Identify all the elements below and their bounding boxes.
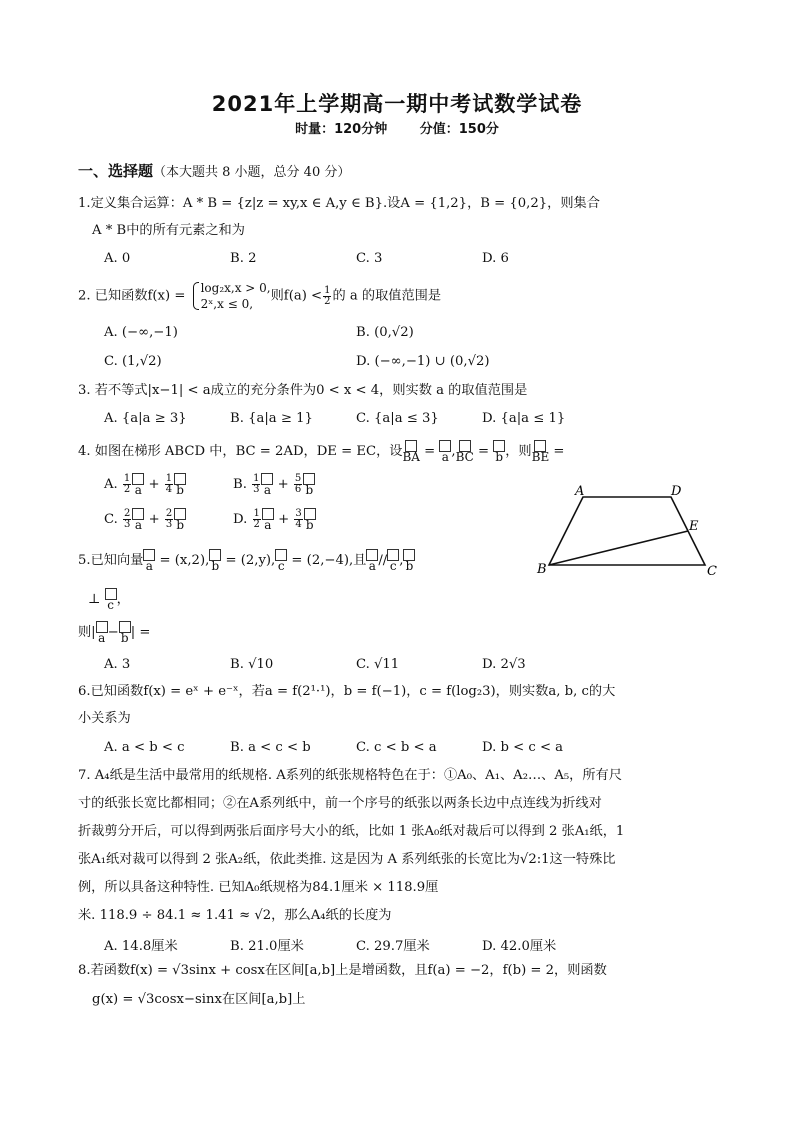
q2-stem [78,280,441,313]
coef-den: 2 [123,484,131,495]
vector-a [143,549,155,572]
vector-c-label: c [389,559,397,573]
vector-a [366,549,378,572]
label-C: C [707,564,717,579]
q6-option-a: A. a < b < c [104,740,185,755]
q5-option-b: B. √10 [230,657,274,672]
vector-c [105,588,117,611]
vector-b-label: b [305,518,314,532]
q1-option-c: C. 3 [356,251,383,266]
q7-option-c: C. 29.7厘米 [356,939,430,954]
coef-num: 2 [165,508,173,519]
q4-option-a: A. $\frac{1}{2}$ a + $\frac{1}{4}$ b [104,473,186,496]
q7-line5: 例，所以具备这种特性. 已知A₀纸规格为84.1厘米 × 118.9厘 [78,880,439,895]
q4-option-b: B. $\frac{1}{3}$ a + $\frac{5}{6}$ b [233,473,315,496]
q3-option-b: B. {a|a ≥ 1} [230,411,313,426]
vector-c-label: c [107,598,114,612]
time-limit: 时量：120分钟 [295,122,388,137]
q2-option-c: C. (1,√2) [104,354,162,369]
vector-BE [532,440,550,463]
vector-a-label: a [263,483,272,497]
coef-den: 3 [253,484,260,495]
q5-text: 5.已知向量 [78,553,144,568]
total-score: 分值：150分 [419,122,499,137]
section-title: 一、选择题 [78,162,154,180]
q1-line2: A * B中的所有元素之和为 [92,223,245,238]
q4-option-c-label: C. [104,512,118,527]
q5-perp: ⊥ [88,592,101,607]
vector-b [303,473,315,496]
q1-option-d: D. 6 [482,251,509,266]
coef [123,474,131,495]
q5-comma: ， [116,592,130,607]
label-B: B [537,562,547,577]
q2-fraction [323,286,331,307]
coef [253,509,261,530]
q3-option-d: D. {a|a ≤ 1} [482,411,566,426]
q6-option-d: D. b < c < a [482,740,564,755]
q5-stem-line1: 5.已知向量 a = (x,2), b = (2,y), c = (2,−4),且 a // c , b [78,546,415,576]
coef-num: 1 [253,473,260,484]
coef-den: 2 [253,519,260,530]
vector-b-label: b [176,518,185,532]
vector-a-label: a [134,483,142,497]
q5-stem-line3: 则| a − b | = [78,618,150,648]
coef [123,509,131,530]
vector-b [209,549,221,572]
q1-option-b: B. 2 [230,251,257,266]
q1-option-a: A. 0 [104,251,131,266]
q7-option-d: D. 42.0厘米 [482,939,557,954]
coef [294,509,302,530]
q1-line1: 1.定义集合运算：A * B = {z|z = xy,x ∈ A,y ∈ B}.设A = {1,2}，B = {0,2}，则集合 [78,196,600,211]
coef-den: 4 [295,519,302,530]
q5-a-eq: = (x,2), [155,553,210,568]
q4-tail: = [549,444,565,459]
coef-num: 5 [294,473,302,484]
q5-then: 则| [78,625,96,640]
vector-a-label: a [441,450,449,464]
coef-num: 3 [295,508,302,519]
q6-option-c: C. c < b < a [356,740,437,755]
q2-suffix: 的 a 的取值范围是 [332,288,442,304]
vector-b-label: b [405,559,414,573]
vector-BC-label: BC [455,450,474,464]
vector-a-label: a [98,631,106,645]
vector-b [119,621,131,644]
trapezoid-figure [535,483,735,583]
q2-option-d: D. (−∞,−1) ∪ (0,√2) [356,354,490,369]
q6-line1: 6.已知函数f(x) = eˣ + e⁻ˣ，若a = f(2¹·¹)，b = f(−1)，c = f(log₂3)，则实数a, b, c的大 [78,684,616,699]
vector-c [387,549,399,572]
q2-prefix: 2. 已知函数f(x) = [78,288,190,304]
trapezoid-outline [549,497,705,565]
label-A: A [575,484,585,499]
q5-b-eq: = (2,y), [221,553,276,568]
coef [165,474,173,495]
vector-c-label: c [277,559,285,573]
q4-eq1: = [419,444,440,459]
q3-option-a: A. {a|a ≥ 3} [104,411,187,426]
vector-a-label: a [145,559,153,573]
vector-a [261,473,273,496]
q6-option-b: B. a < c < b [230,740,311,755]
vector-b-label: b [120,631,129,645]
q4-option-d: D. $\frac{1}{2}$ a + $\frac{3}{4}$ b [233,508,316,531]
vector-b [174,473,186,496]
vector-BC [456,440,474,463]
coef-den: 4 [165,484,173,495]
vector-c [275,549,287,572]
q5-parallel: // [378,553,388,568]
q4-option-a-label: A. [104,477,118,492]
vector-BA-label: BA [402,450,420,464]
coef-num: 1 [253,508,260,519]
vector-a-label: a [368,559,376,573]
vector-b-label: b [305,483,314,497]
coef-den: 6 [294,484,302,495]
page-title: 2021年上学期高一期中考试数学试卷 [211,92,583,116]
vector-b-label: b [495,450,504,464]
vector-a [132,508,144,531]
q4-then: ，则 [505,444,532,459]
q5-abs-end: | = [130,625,151,640]
q8-line1: 8.若函数f(x) = √3sinx + cosx在区间[a,b]上是增函数，且f(a) = −2，f(b) = 2，则函数 [78,963,607,978]
q2-frac-num: 1 [324,284,331,296]
q7-option-b: B. 21.0厘米 [230,939,304,954]
q5-option-a: A. 3 [104,657,131,672]
q2-option-b: B. (0,√2) [356,325,414,340]
segment-BE [549,531,688,565]
q7-line1: 7. A₄纸是生活中最常用的纸规格. A系列的纸张规格特色在于：①A₀、A₁、A₂…、A₅，所有尺 [78,768,622,783]
q4-stem: 4. 如图在梯形 ABCD 中，BC = 2AD，DE = EC，设 BA = a , BC = b ，则 BE = [78,437,564,467]
q4-eq2: = [473,444,494,459]
label-D: D [671,484,682,499]
q2-case1: log₂x,x > 0, [200,281,271,295]
q5-c-eq: = (2,−4),且 [287,553,367,568]
q7-line6: 米. 118.9 ÷ 84.1 ≈ 1.41 ≈ √2，那么A₄纸的长度为 [78,908,392,923]
coef-num: 2 [124,508,131,519]
q7-line3: 折裁剪分开后，可以得到两张后面序号大小的纸，比如 1 张A₀纸对裁后可以得到 2 张A₁纸，1 [78,824,625,839]
vector-a [132,473,144,496]
section-note: （本大题共 8 小题，总分 40 分） [153,165,351,180]
q2-frac-den: 2 [324,295,331,307]
coef-den: 3 [165,519,173,530]
vector-a-label: a [264,518,272,532]
vector-a [439,440,451,463]
label-E: E [689,519,699,534]
coef [252,474,260,495]
coef [294,474,302,495]
vector-b [174,508,186,531]
q2-option-a: A. (−∞,−1) [104,325,178,340]
q3-option-c: C. {a|a ≤ 3} [356,411,439,426]
q5-stem-line2 [88,585,130,615]
coef [165,509,173,530]
q4-option-b-label: B. [233,477,247,492]
q4-option-d-label: D. [233,512,248,527]
vector-a [96,621,108,644]
vector-a [262,508,274,531]
coef-num: 1 [165,473,173,484]
vector-b [493,440,505,463]
q5-option-d: D. 2√3 [482,657,526,672]
section-heading [78,160,350,181]
vector-BE-label: BE [531,450,550,464]
vector-b [403,549,415,572]
q4-option-c: C. $\frac{2}{3}$ a + $\frac{2}{3}$ b [104,508,186,531]
q7-line4: 张A₁纸对裁可以得到 2 张A₂纸，依此类推. 这是因为 A 系列纸张的长宽比为√2:1这一特殊比 [78,852,616,867]
q2-mid: 则f(a) < [270,288,323,304]
vector-a-label: a [134,518,142,532]
q6-line2: 小关系为 [78,711,131,726]
q3-stem: 3. 若不等式|x−1| < a成立的充分条件为0 < x < 4，则实数 a 的取值范围是 [78,383,528,398]
q8-line2: g(x) = √3cosx−sinx在区间[a,b]上 [92,992,306,1007]
coef-den: 3 [124,519,131,530]
q7-option-a: A. 14.8厘米 [104,939,178,954]
vector-b [304,508,316,531]
q2-piecewise [192,280,271,312]
vector-BA [402,440,419,463]
q2-case2: 2ˣ,x ≤ 0, [200,297,254,311]
vector-b-label: b [211,559,220,573]
q7-line2: 寸的纸张长宽比都相同；②在A系列纸中，前一个序号的纸张以两条长边中点连线为折线对 [78,796,602,811]
q4-text: 4. 如图在梯形 ABCD 中，BC = 2AD，DE = EC，设 [78,444,403,459]
vector-b-label: b [176,483,184,497]
q5-option-c: C. √11 [356,657,400,672]
coef-num: 1 [123,473,131,484]
exam-meta [0,118,794,137]
